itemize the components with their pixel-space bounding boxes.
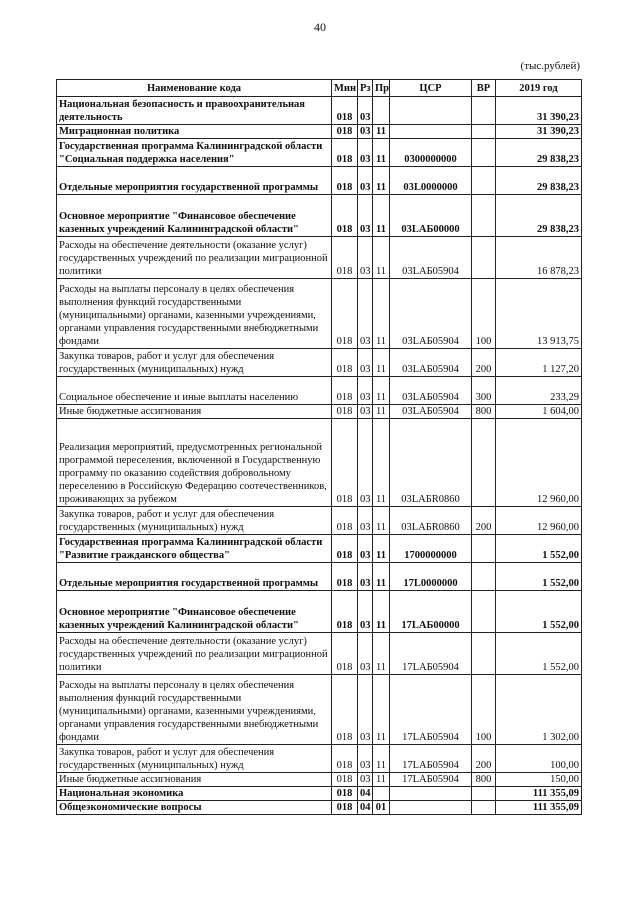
row-name: Иные бюджетные ассигнования bbox=[57, 773, 332, 787]
row-amount: 29 838,23 bbox=[496, 139, 582, 167]
row-pr: 11 bbox=[373, 745, 390, 773]
row-vr bbox=[472, 125, 496, 139]
row-csr: 03LAБ05904 bbox=[390, 405, 472, 419]
row-pr: 11 bbox=[373, 419, 390, 507]
row-vr bbox=[472, 787, 496, 801]
row-rz: 03 bbox=[358, 139, 373, 167]
row-pr: 01 bbox=[373, 801, 390, 815]
row-amount: 13 913,75 bbox=[496, 279, 582, 349]
row-csr: 17LAБ00000 bbox=[390, 591, 472, 633]
table-row bbox=[57, 125, 582, 139]
row-pr: 11 bbox=[373, 563, 390, 591]
row-rz: 03 bbox=[358, 535, 373, 563]
row-pr: 11 bbox=[373, 279, 390, 349]
row-vr bbox=[472, 237, 496, 279]
row-name: Основное мероприятие "Финансовое обеспечение казенных учреждений Калининградской области" bbox=[57, 591, 332, 633]
row-rz: 03 bbox=[358, 97, 373, 125]
table-row bbox=[57, 377, 582, 405]
row-rz: 03 bbox=[358, 405, 373, 419]
row-amount: 31 390,23 bbox=[496, 125, 582, 139]
row-pr: 11 bbox=[373, 139, 390, 167]
row-min: 018 bbox=[332, 591, 358, 633]
row-pr: 11 bbox=[373, 349, 390, 377]
row-csr: 03LAБR0860 bbox=[390, 419, 472, 507]
row-min: 018 bbox=[332, 745, 358, 773]
row-name: Расходы на выплаты персоналу в целях обеспечения выполнения функций государственными (муниципальными) органами, казенными учреждениями, органами управления государственными внебюджетными фондами bbox=[57, 279, 332, 349]
row-min: 018 bbox=[332, 419, 358, 507]
row-csr: 03LAБ05904 bbox=[390, 237, 472, 279]
table-row bbox=[57, 507, 582, 535]
row-pr bbox=[373, 787, 390, 801]
row-vr: 200 bbox=[472, 507, 496, 535]
row-amount: 1 127,20 bbox=[496, 349, 582, 377]
row-amount: 16 878,23 bbox=[496, 237, 582, 279]
row-csr: 0300000000 bbox=[390, 139, 472, 167]
row-min: 018 bbox=[332, 801, 358, 815]
row-name: Закупка товаров, работ и услуг для обеспечения государственных (муниципальных) нужд bbox=[57, 507, 332, 535]
row-min: 018 bbox=[332, 405, 358, 419]
row-min: 018 bbox=[332, 563, 358, 591]
table-row bbox=[57, 787, 582, 801]
row-min: 018 bbox=[332, 125, 358, 139]
table-row bbox=[57, 419, 582, 507]
row-vr bbox=[472, 167, 496, 195]
row-amount: 233,29 bbox=[496, 377, 582, 405]
table-header-row bbox=[57, 80, 582, 97]
table-row bbox=[57, 535, 582, 563]
row-vr: 100 bbox=[472, 675, 496, 745]
table-row bbox=[57, 349, 582, 377]
row-vr bbox=[472, 591, 496, 633]
table-row bbox=[57, 773, 582, 787]
row-amount: 1 302,00 bbox=[496, 675, 582, 745]
row-amount: 150,00 bbox=[496, 773, 582, 787]
row-vr bbox=[472, 563, 496, 591]
row-amount: 1 552,00 bbox=[496, 633, 582, 675]
row-csr bbox=[390, 97, 472, 125]
row-min: 018 bbox=[332, 773, 358, 787]
row-rz: 03 bbox=[358, 507, 373, 535]
header-pr: Пр bbox=[373, 80, 390, 97]
row-name: Миграционная политика bbox=[57, 125, 332, 139]
row-rz: 03 bbox=[358, 125, 373, 139]
page-number: 40 bbox=[314, 20, 326, 34]
header-rz: Рз bbox=[358, 80, 373, 97]
table-row bbox=[57, 563, 582, 591]
row-name: Иные бюджетные ассигнования bbox=[57, 405, 332, 419]
row-pr: 11 bbox=[373, 507, 390, 535]
table-row bbox=[57, 139, 582, 167]
row-min: 018 bbox=[332, 377, 358, 405]
row-min: 018 bbox=[332, 167, 358, 195]
table-row bbox=[57, 237, 582, 279]
row-pr: 11 bbox=[373, 535, 390, 563]
header-min: Мин bbox=[332, 80, 358, 97]
row-rz: 03 bbox=[358, 773, 373, 787]
row-min: 018 bbox=[332, 349, 358, 377]
row-pr: 11 bbox=[373, 125, 390, 139]
row-min: 018 bbox=[332, 139, 358, 167]
row-csr: 03LAБ05904 bbox=[390, 349, 472, 377]
row-rz: 03 bbox=[358, 167, 373, 195]
row-csr bbox=[390, 125, 472, 139]
row-pr: 11 bbox=[373, 675, 390, 745]
units-label: (тыс.рублей) bbox=[520, 60, 580, 72]
row-csr: 17LAБ05904 bbox=[390, 675, 472, 745]
row-rz: 04 bbox=[358, 787, 373, 801]
row-csr: 03LAБ05904 bbox=[390, 377, 472, 405]
row-name: Реализация мероприятий, предусмотренных региональной программой переселения, включенной в Государственную программу по оказанию содействия добровольному переселению в Российскую Федерацию соотечественников, проживающих за рубежом bbox=[57, 419, 332, 507]
row-pr: 11 bbox=[373, 591, 390, 633]
row-pr: 11 bbox=[373, 167, 390, 195]
row-vr: 200 bbox=[472, 349, 496, 377]
row-pr: 11 bbox=[373, 773, 390, 787]
row-csr: 03LAБ00000 bbox=[390, 195, 472, 237]
row-min: 018 bbox=[332, 97, 358, 125]
row-rz: 03 bbox=[358, 419, 373, 507]
row-rz: 03 bbox=[358, 563, 373, 591]
table-row bbox=[57, 405, 582, 419]
row-pr: 11 bbox=[373, 195, 390, 237]
row-amount: 111 355,09 bbox=[496, 787, 582, 801]
row-min: 018 bbox=[332, 535, 358, 563]
table-row bbox=[57, 591, 582, 633]
row-vr bbox=[472, 801, 496, 815]
row-pr: 11 bbox=[373, 237, 390, 279]
row-vr: 800 bbox=[472, 405, 496, 419]
row-csr bbox=[390, 801, 472, 815]
table-row bbox=[57, 279, 582, 349]
row-name: Закупка товаров, работ и услуг для обеспечения государственных (муниципальных) нужд bbox=[57, 745, 332, 773]
row-min: 018 bbox=[332, 787, 358, 801]
row-name: Отдельные мероприятия государственной программы bbox=[57, 167, 332, 195]
header-csr: ЦСР bbox=[390, 80, 472, 97]
header-year: 2019 год bbox=[496, 80, 582, 97]
row-rz: 03 bbox=[358, 591, 373, 633]
row-csr: 1700000000 bbox=[390, 535, 472, 563]
row-amount: 1 604,00 bbox=[496, 405, 582, 419]
row-name: Отдельные мероприятия государственной программы bbox=[57, 563, 332, 591]
row-vr: 800 bbox=[472, 773, 496, 787]
table-row bbox=[57, 675, 582, 745]
row-pr: 11 bbox=[373, 405, 390, 419]
row-vr bbox=[472, 139, 496, 167]
row-csr bbox=[390, 787, 472, 801]
table-row bbox=[57, 801, 582, 815]
row-rz: 03 bbox=[358, 675, 373, 745]
row-rz: 03 bbox=[358, 279, 373, 349]
row-amount: 1 552,00 bbox=[496, 563, 582, 591]
row-min: 018 bbox=[332, 237, 358, 279]
row-vr bbox=[472, 419, 496, 507]
row-amount: 29 838,23 bbox=[496, 167, 582, 195]
row-pr bbox=[373, 97, 390, 125]
header-vr: ВР bbox=[472, 80, 496, 97]
row-amount: 12 960,00 bbox=[496, 507, 582, 535]
row-csr: 17LAБ05904 bbox=[390, 633, 472, 675]
row-csr: 03LAБR0860 bbox=[390, 507, 472, 535]
row-pr: 11 bbox=[373, 633, 390, 675]
row-vr: 300 bbox=[472, 377, 496, 405]
row-amount: 12 960,00 bbox=[496, 419, 582, 507]
row-rz: 03 bbox=[358, 195, 373, 237]
row-name: Закупка товаров, работ и услуг для обеспечения государственных (муниципальных) нужд bbox=[57, 349, 332, 377]
row-amount: 29 838,23 bbox=[496, 195, 582, 237]
row-vr: 200 bbox=[472, 745, 496, 773]
row-min: 018 bbox=[332, 279, 358, 349]
row-csr: 17L0000000 bbox=[390, 563, 472, 591]
row-rz: 03 bbox=[358, 377, 373, 405]
row-amount: 1 552,00 bbox=[496, 591, 582, 633]
row-name: Государственная программа Калининградской области "Социальная поддержка населения" bbox=[57, 139, 332, 167]
header-name: Наименование кода bbox=[57, 80, 332, 97]
row-csr: 17LAБ05904 bbox=[390, 745, 472, 773]
row-rz: 03 bbox=[358, 633, 373, 675]
row-min: 018 bbox=[332, 633, 358, 675]
row-name: Расходы на обеспечение деятельности (оказание услуг) государственных учреждений по реализации миграционной политики bbox=[57, 633, 332, 675]
row-vr: 100 bbox=[472, 279, 496, 349]
row-name: Социальное обеспечение и иные выплаты населению bbox=[57, 377, 332, 405]
row-vr bbox=[472, 535, 496, 563]
row-amount: 1 552,00 bbox=[496, 535, 582, 563]
row-vr bbox=[472, 633, 496, 675]
row-pr: 11 bbox=[373, 377, 390, 405]
table-row bbox=[57, 195, 582, 237]
table-row bbox=[57, 167, 582, 195]
row-vr bbox=[472, 195, 496, 237]
row-csr: 03LAБ05904 bbox=[390, 279, 472, 349]
row-vr bbox=[472, 97, 496, 125]
row-min: 018 bbox=[332, 675, 358, 745]
row-rz: 04 bbox=[358, 801, 373, 815]
table-row bbox=[57, 97, 582, 125]
row-csr: 03L0000000 bbox=[390, 167, 472, 195]
row-amount: 31 390,23 bbox=[496, 97, 582, 125]
budget-table bbox=[56, 79, 582, 815]
row-name: Основное мероприятие "Финансовое обеспечение казенных учреждений Калининградской области" bbox=[57, 195, 332, 237]
row-amount: 111 355,09 bbox=[496, 801, 582, 815]
row-amount: 100,00 bbox=[496, 745, 582, 773]
row-rz: 03 bbox=[358, 237, 373, 279]
row-name: Национальная безопасность и правоохранительная деятельность bbox=[57, 97, 332, 125]
table-row bbox=[57, 633, 582, 675]
row-name: Расходы на обеспечение деятельности (оказание услуг) государственных учреждений по реализации миграционной политики bbox=[57, 237, 332, 279]
row-name: Расходы на выплаты персоналу в целях обеспечения выполнения функций государственными (муниципальными) органами, казенными учреждениями, органами управления государственными внебюджетными фондами bbox=[57, 675, 332, 745]
row-min: 018 bbox=[332, 195, 358, 237]
row-min: 018 bbox=[332, 507, 358, 535]
row-name: Национальная экономика bbox=[57, 787, 332, 801]
row-name: Государственная программа Калининградской области "Развитие гражданского общества" bbox=[57, 535, 332, 563]
row-rz: 03 bbox=[358, 745, 373, 773]
row-rz: 03 bbox=[358, 349, 373, 377]
row-name: Общеэкономические вопросы bbox=[57, 801, 332, 815]
table-row bbox=[57, 745, 582, 773]
row-csr: 17LAБ05904 bbox=[390, 773, 472, 787]
